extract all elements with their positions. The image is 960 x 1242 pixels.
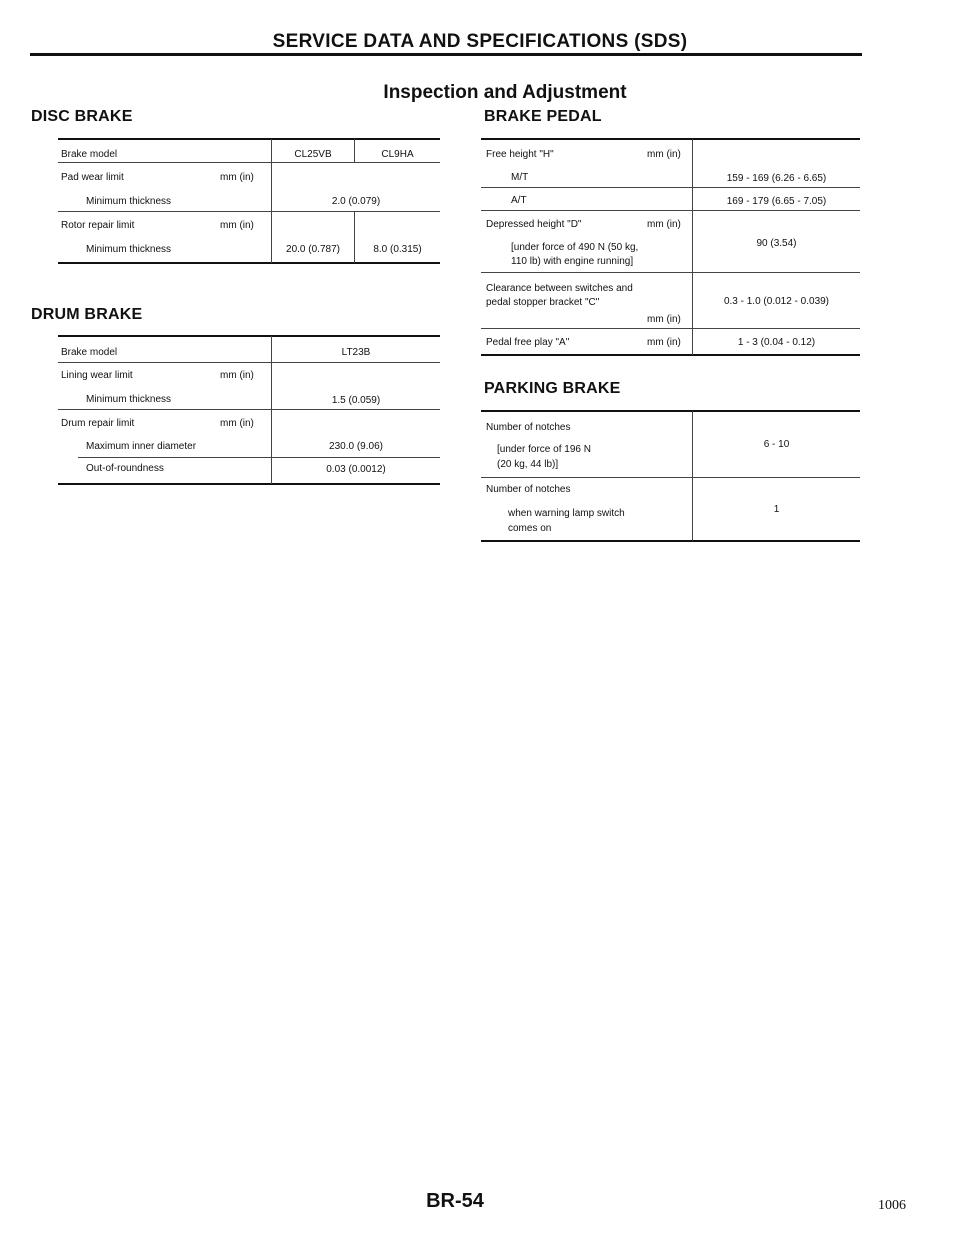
table-cell: 1	[773, 504, 780, 515]
table-cell: 159 - 169 (6.26 - 6.65)	[726, 173, 827, 184]
table-cell: 0.3 - 1.0 (0.012 - 0.039)	[723, 296, 830, 307]
table-rule	[481, 328, 860, 329]
table-rule	[58, 138, 440, 140]
column-divider	[692, 139, 693, 355]
disc-brake-title: DISC BRAKE	[31, 108, 133, 125]
row-label: Minimum thickness	[86, 244, 172, 255]
row-label: Pad wear limit	[61, 172, 124, 183]
table-cell: 8.0 (0.315)	[373, 244, 422, 255]
table-rule	[481, 540, 860, 542]
parking-brake-title: PARKING BRAKE	[484, 380, 621, 397]
row-label: [under force of 196 N	[497, 444, 591, 455]
column-divider	[354, 139, 355, 163]
table-rule	[58, 362, 440, 363]
table-rule	[58, 335, 440, 337]
header-rule	[30, 53, 862, 56]
row-label: Drum repair limit	[61, 418, 135, 429]
unit-label: mm (in)	[647, 314, 681, 325]
table-rule	[481, 477, 860, 478]
table-cell: 20.0 (0.787)	[286, 244, 340, 255]
row-label: 110 lb) with engine running]	[511, 256, 634, 267]
table-cell: 0.03 (0.0012)	[326, 464, 386, 475]
row-label: comes on	[508, 523, 552, 534]
row-label: [under force of 490 N (50 kg,	[511, 242, 639, 253]
brake-pedal-title: BRAKE PEDAL	[484, 108, 602, 125]
row-label: Number of notches	[486, 422, 571, 433]
row-label: Depressed height "D"	[486, 219, 582, 230]
table-rule	[481, 187, 860, 188]
table-rule	[481, 272, 860, 273]
row-label: Clearance between switches and	[486, 283, 633, 294]
section-page-id: BR-54	[426, 1190, 484, 1212]
row-label: Brake model	[61, 149, 118, 160]
unit-label: mm (in)	[220, 370, 254, 381]
table-rule	[481, 138, 860, 140]
table-rule	[481, 354, 860, 356]
column-divider	[271, 336, 272, 484]
table-cell: CL9HA	[381, 149, 414, 160]
table-rule	[58, 211, 440, 212]
row-label: Brake model	[61, 347, 118, 358]
table-rule	[58, 162, 440, 163]
table-rule	[58, 483, 440, 485]
table-cell: 1.5 (0.059)	[331, 395, 381, 406]
unit-label: mm (in)	[647, 337, 681, 348]
table-rule	[481, 210, 860, 211]
row-label: Lining wear limit	[61, 370, 133, 381]
column-divider	[354, 212, 355, 263]
page-subtitle: Inspection and Adjustment	[383, 82, 627, 103]
table-cell: 2.0 (0.079)	[331, 196, 381, 207]
table-rule	[481, 410, 860, 412]
row-label: Minimum thickness	[86, 196, 172, 207]
table-cell: 6 - 10	[763, 439, 790, 450]
table-cell: 169 - 179 (6.65 - 7.05)	[726, 196, 827, 207]
table-cell: 230.0 (9.06)	[329, 441, 383, 452]
row-label: Free height "H"	[486, 149, 554, 160]
table-cell: LT23B	[341, 347, 371, 358]
table-cell: 1 - 3 (0.04 - 0.12)	[737, 337, 816, 348]
column-divider	[271, 139, 272, 263]
row-label: Number of notches	[486, 484, 571, 495]
row-label: M/T	[511, 172, 529, 183]
row-label: Pedal free play "A"	[486, 337, 570, 348]
unit-label: mm (in)	[220, 418, 254, 429]
row-label: Out-of-roundness	[86, 463, 164, 474]
table-rule	[58, 262, 440, 264]
row-label: Maximum inner diameter	[86, 441, 197, 452]
row-label: A/T	[511, 195, 527, 206]
row-label: when warning lamp switch	[508, 508, 625, 519]
table-cell: CL25VB	[294, 149, 332, 160]
row-label: pedal stopper bracket "C"	[486, 297, 600, 308]
drum-brake-title: DRUM BRAKE	[31, 306, 143, 323]
page-number: 1006	[878, 1198, 906, 1213]
table-cell: 90 (3.54)	[756, 238, 797, 249]
row-label: Rotor repair limit	[61, 220, 135, 231]
table-rule	[78, 457, 440, 458]
unit-label: mm (in)	[647, 219, 681, 230]
unit-label: mm (in)	[220, 172, 254, 183]
page-header-title: SERVICE DATA AND SPECIFICATIONS (SDS)	[272, 31, 688, 52]
column-divider	[692, 411, 693, 541]
row-label: (20 kg, 44 lb)]	[497, 459, 559, 470]
unit-label: mm (in)	[647, 149, 681, 160]
table-rule	[58, 409, 440, 410]
row-label: Minimum thickness	[86, 394, 172, 405]
unit-label: mm (in)	[220, 220, 254, 231]
